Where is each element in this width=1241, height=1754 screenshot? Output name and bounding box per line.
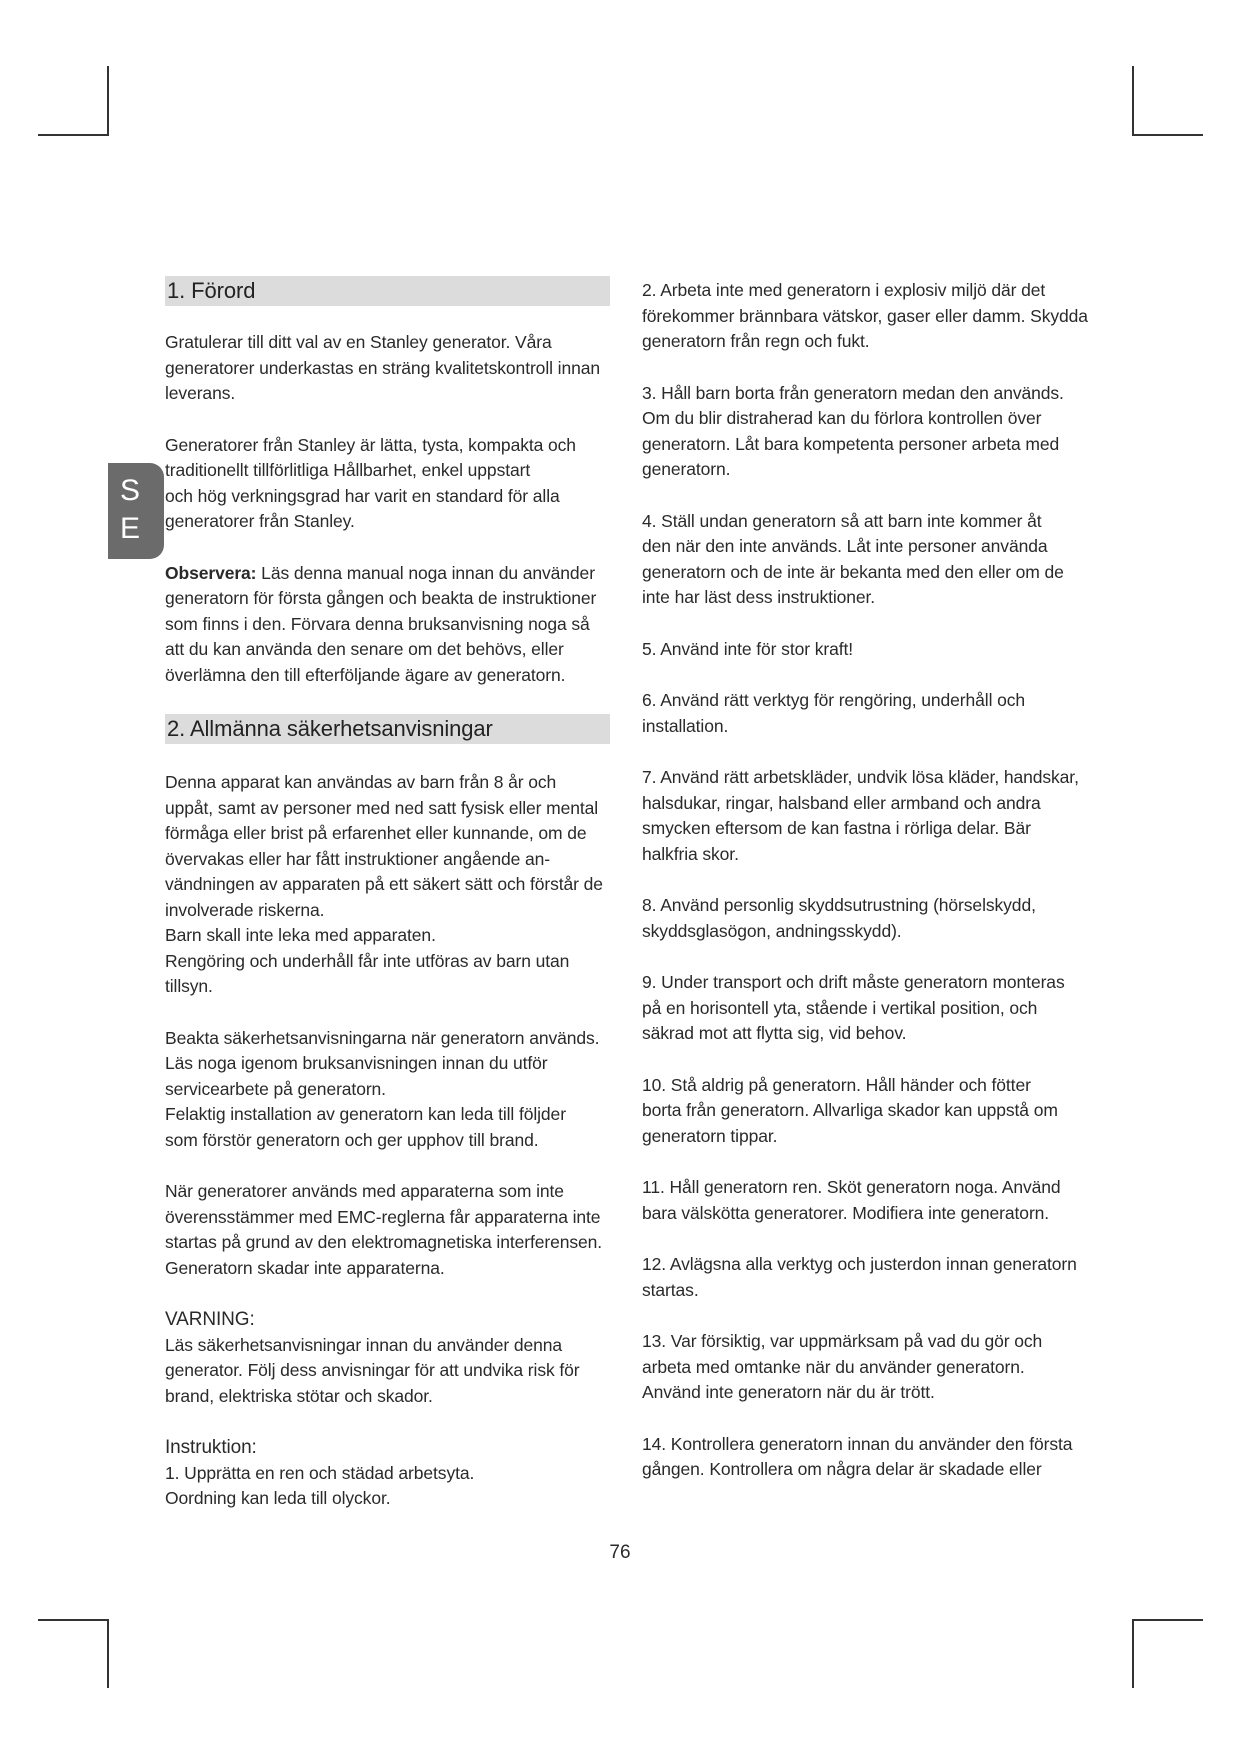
list-item: 4. Ställ undan generatorn så att barn inte kommer åt den när den inte används. Låt inte personer använda generatorn och de inte är bekanta med den eller om de inte har läst dess instruktioner.	[642, 510, 1064, 607]
crop-mark-top-left-vertical	[107, 66, 109, 135]
section-2-paragraph-2: Beakta säkerhetsanvisningarna när generatorn används. Läs noga igenom bruksanvisningen innan du utför servicearbete på generatorn. Felaktig installation av generatorn kan leda till följder som förstör generatorn och ger upphov till brand.	[165, 1027, 600, 1150]
section-2-heading: 2. Allmänna säkerhetsanvisningar	[165, 714, 610, 744]
list-item: 3. Håll barn borta från generatorn medan den används. Om du blir distraherad kan du förlora kontrollen över generatorn. Låt bara kompetenta personer arbeta med generatorn.	[642, 382, 1064, 479]
language-tab	[108, 463, 164, 559]
crop-mark-bottom-left-vertical	[107, 1619, 109, 1688]
left-column	[165, 276, 610, 1512]
crop-mark-top-left-horizontal	[38, 134, 109, 136]
instruction-block: Instruktion: 1. Upprätta en ren och städad arbetsyta. Oordning kan leda till olyckor.	[165, 1437, 475, 1508]
list-item: 12. Avlägsna alla verktyg och justerdon innan generatorn startas.	[642, 1254, 1077, 1300]
section-1-paragraph-2: Generatorer från Stanley är lätta, tysta, kompakta och traditionellt tillförlitliga Hållbarhet, enkel uppstart och hög verkningsgrad har varit en standard för alla generatorer från Stanley.	[165, 434, 576, 531]
list-item: 8. Använd personlig skyddsutrustning (hörselskydd, skyddsglasögon, andningsskydd).	[642, 895, 1036, 941]
section-1-heading: 1. Förord	[165, 276, 610, 306]
crop-mark-bottom-right-horizontal	[1132, 1619, 1203, 1621]
language-tab-letter-e: E	[119, 512, 140, 545]
crop-mark-top-right-horizontal	[1132, 134, 1203, 136]
section-1-note: Observera: Läs denna manual noga innan du använder generatorn för första gången och beakta de instruktioner som finns i den. Förvara denna bruksanvisning noga så att du kan använda den senare om det behövs, eller överlämna den till efterföljande ägare av generatorn.	[165, 562, 597, 685]
crop-mark-bottom-right-vertical	[1132, 1619, 1134, 1688]
list-item: 10. Stå aldrig på generatorn. Håll händer och fötter borta från generatorn. Allvarliga skador kan uppstå om generatorn tippar.	[642, 1074, 1058, 1146]
list-item: 5. Använd inte för stor kraft!	[642, 638, 853, 659]
list-item: 9. Under transport och drift måste generatorn monteras på en horisontell yta, stående i vertikal position, och säkrad mot att flytta sig, vid behov.	[642, 972, 1065, 1043]
list-item: 7. Använd rätt arbetskläder, undvik lösa kläder, handskar, halsdukar, ringar, halsband eller armband och andra smycken eftersom de kan fastna i rörliga delar. Bär halkfria skor.	[642, 767, 1079, 864]
warning-block: VARNING: Läs säkerhetsanvisningar innan du använder denna generator. Följ dess anvisningar för att undvika risk för brand, elektriska stötar och skador.	[165, 1309, 580, 1406]
crop-mark-bottom-left-horizontal	[38, 1619, 109, 1621]
section-2-paragraph-1: Denna apparat kan användas av barn från 8 år och uppåt, samt av personer med ned satt fysisk eller mental förmåga eller brist på erfarenhet eller kunnande, om de övervakas eller har fått instruktioner angående an- vändningen av apparaten på ett säkert sätt och förstår de involverade riskerna. Barn skall inte leka med apparaten. Rengöring och underhåll får inte utföras av barn utan tillsyn.	[165, 772, 603, 996]
page-number: 76	[609, 1542, 631, 1563]
section-1-paragraph-1: Gratulerar till ditt val av en Stanley generator. Våra generatorer underkastas en sträng kvalitetskontroll innan leverans.	[165, 332, 600, 403]
list-item: 11. Håll generatorn ren. Sköt generatorn noga. Använd bara välskötta generatorer. Modifiera inte generatorn.	[642, 1177, 1061, 1223]
note-label: Observera:	[165, 562, 257, 583]
list-item: 6. Använd rätt verktyg för rengöring, underhåll och installation.	[642, 690, 1026, 736]
section-2-paragraph-3: När generatorer används med apparaterna som inte överensstämmer med EMC-reglerna får apparaterna inte startas på grund av den elektromagnetiska interferensen. Generatorn skadar inte apparaterna.	[165, 1181, 603, 1278]
list-item: 13. Var försiktig, var uppmärksam på vad du gör och arbeta med omtanke när du använder generatorn. Använd inte generatorn när du är trött.	[642, 1331, 1043, 1402]
warning-label: VARNING:	[165, 1309, 255, 1330]
list-item: 2. Arbeta inte med generatorn i explosiv miljö där det förekommer brännbara vätskor, gaser eller damm. Skydda generatorn från regn och fukt.	[642, 280, 1088, 351]
crop-mark-top-right-vertical	[1132, 66, 1134, 135]
instruction-label: Instruktion:	[165, 1437, 257, 1458]
language-tab-letter-s: S	[119, 474, 140, 507]
right-column	[642, 278, 1092, 1483]
list-item: 14. Kontrollera generatorn innan du använder den första gången. Kontrollera om några delar är skadade eller	[642, 1433, 1073, 1479]
